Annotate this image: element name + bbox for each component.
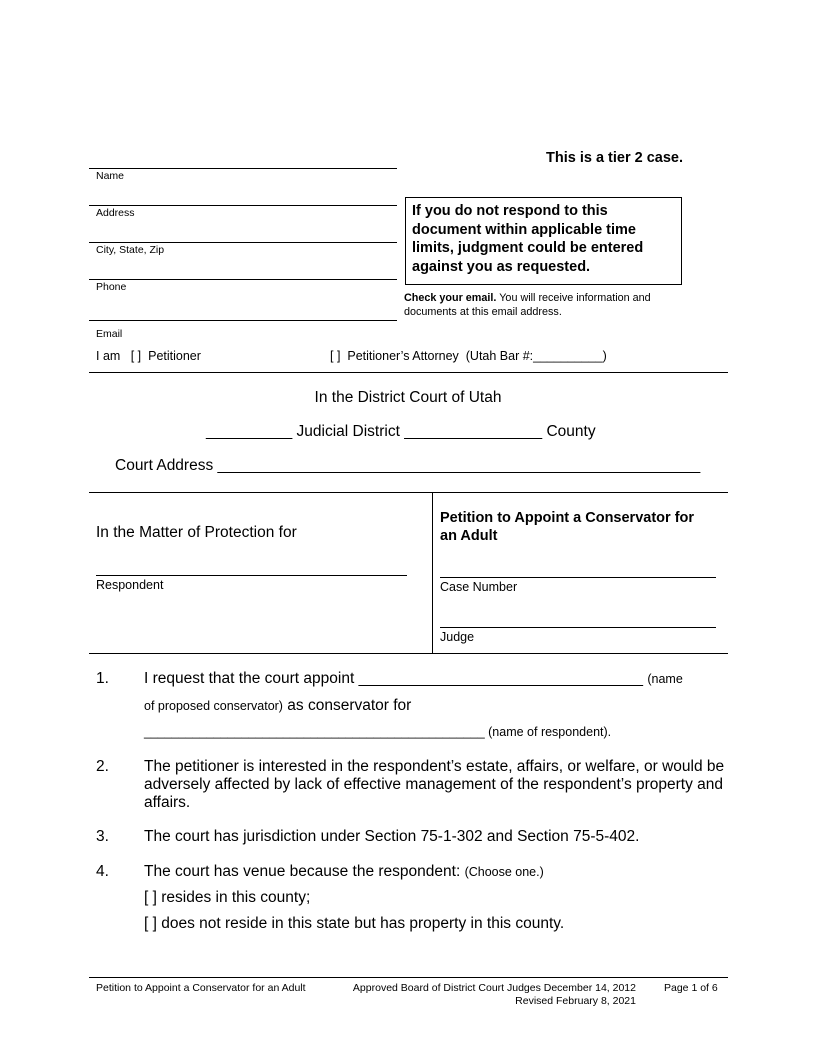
- caption-divider: [432, 492, 433, 653]
- court-title: In the District Court of Utah: [314, 389, 502, 406]
- matter-label: In the Matter of Protection for: [96, 524, 297, 541]
- item-1-text-b: as conservator for: [287, 697, 412, 714]
- respondent-label: Respondent: [96, 578, 164, 592]
- city-line[interactable]: [89, 242, 397, 243]
- case-number-label: Case Number: [440, 580, 518, 594]
- attorney-checkbox[interactable]: [ ]: [330, 349, 341, 363]
- address-line[interactable]: [89, 205, 397, 206]
- name-label: Name: [96, 170, 125, 182]
- role-petitioner: [96, 349, 201, 363]
- address-label: Address: [96, 207, 135, 219]
- item-1-note-b: of proposed conservator): [144, 699, 283, 713]
- item-2-text: The petitioner is interested in the respondent’s estate, affairs, or welfare, or would be adversely affected by lack of effective management of the respondent’s property and affairs.: [144, 758, 725, 811]
- caption-top-line: [89, 492, 728, 493]
- item-3-text: The court has jurisdiction under Section 75-1-302 and Section 75-5-402.: [144, 828, 640, 845]
- venue-option-resides[interactable]: [ ] resides in this county;: [144, 889, 311, 906]
- footer-approved: Approved Board of District Court Judges December 14, 2012: [352, 982, 636, 994]
- item-1-note-a: (name: [647, 672, 683, 686]
- respondent-name-blank[interactable]: _________________________________________________: [144, 725, 485, 739]
- email-notice-bold: Check your email.: [404, 292, 497, 304]
- item-1-line-3: [144, 725, 611, 739]
- respondent-line[interactable]: [96, 575, 407, 576]
- petitioner-label: Petitioner: [148, 349, 201, 363]
- item-2-number: 2.: [96, 758, 109, 775]
- email-line[interactable]: [89, 320, 397, 321]
- district-line: [206, 423, 596, 441]
- conservator-name-blank[interactable]: _________________________________: [358, 670, 644, 687]
- item-1-line-2: [144, 697, 411, 715]
- court-address-blank[interactable]: ________________________________________________________: [217, 457, 701, 474]
- item-4-number: 4.: [96, 863, 109, 880]
- county-blank[interactable]: ________________: [404, 423, 543, 440]
- venue-option-property[interactable]: [ ] does not reside in this state but has property in this county.: [144, 915, 565, 932]
- email-label: Email: [96, 328, 123, 340]
- item-4-note: (Choose one.): [464, 865, 544, 879]
- court-address-label: Court Address: [115, 457, 214, 474]
- bar-number[interactable]: (Utah Bar #:__________): [465, 349, 607, 363]
- city-label: City, State, Zip: [96, 244, 165, 256]
- case-number-line[interactable]: [440, 577, 716, 578]
- name-line[interactable]: [89, 168, 397, 169]
- document-title: Petition to Appoint a Conservator for an Adult: [440, 510, 695, 544]
- item-1-note-c: (name of respondent).: [488, 725, 612, 739]
- item-4-text: The court has venue because the respondent:: [144, 863, 461, 880]
- district-blank[interactable]: __________: [206, 423, 293, 440]
- county-label: County: [546, 423, 596, 440]
- item-1-line-1: [144, 670, 683, 688]
- i-am-label: I am: [96, 349, 121, 363]
- district-label: Judicial District: [296, 423, 400, 440]
- warning-box: If you do not respond to this document within applicable time limits, judgment could be entered against you as requested.: [405, 197, 682, 285]
- email-notice: [404, 291, 694, 319]
- footer-line: [89, 977, 728, 978]
- item-3-number: 3.: [96, 828, 109, 845]
- footer-page: Page 1 of 6: [664, 982, 718, 994]
- judge-label: Judge: [440, 630, 475, 644]
- footer-left: Petition to Appoint a Conservator for an Adult: [96, 982, 306, 994]
- judge-line[interactable]: [440, 627, 716, 628]
- phone-label: Phone: [96, 281, 127, 293]
- item-1-text-a: I request that the court appoint: [144, 670, 355, 687]
- item-4-line: [144, 863, 544, 881]
- attorney-label: Petitioner’s Attorney: [347, 349, 459, 363]
- caption-bottom-line: [89, 653, 728, 654]
- phone-line[interactable]: [89, 279, 397, 280]
- tier-notice: This is a tier 2 case.: [546, 150, 684, 166]
- email-notice-text: You will receive information and documents at this email address.: [404, 292, 651, 318]
- role-attorney: [330, 349, 607, 363]
- court-address-line: [115, 457, 700, 475]
- footer-center: [336, 982, 636, 1008]
- divider-top: [89, 372, 728, 373]
- item-1-number: 1.: [96, 670, 109, 687]
- petitioner-checkbox[interactable]: [ ]: [130, 349, 142, 363]
- footer-revised: Revised February 8, 2021: [515, 995, 636, 1007]
